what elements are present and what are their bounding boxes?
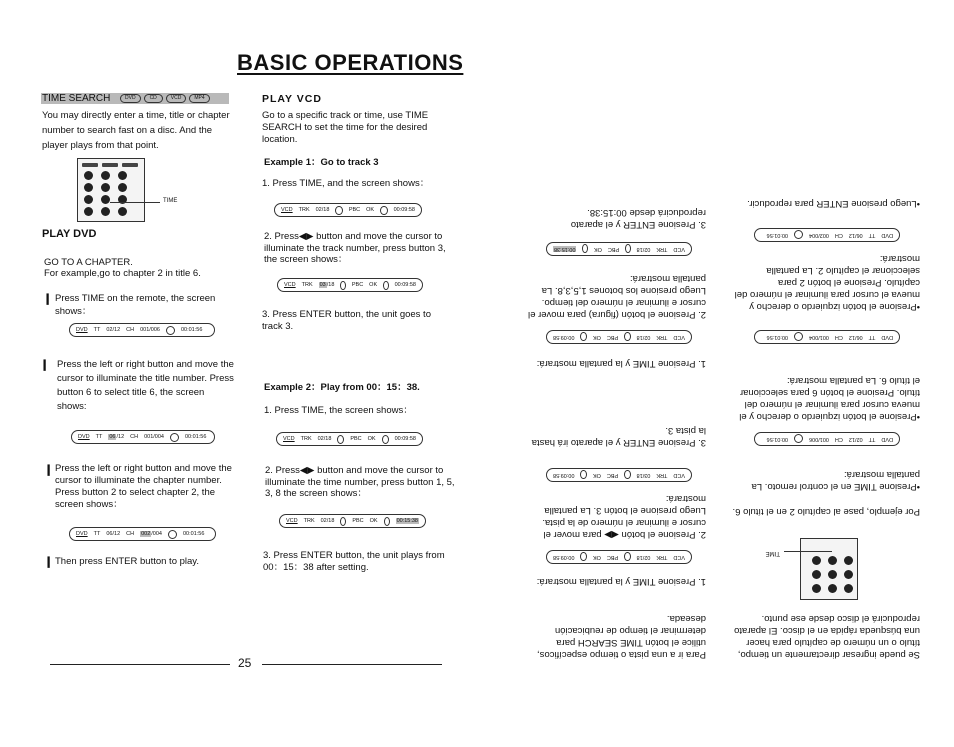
lcd-disc: DVD xyxy=(76,531,88,537)
clock-icon xyxy=(384,517,390,526)
disc-icon xyxy=(340,517,346,526)
disc-icon xyxy=(340,281,345,290)
lcd-chapter-num: 001/006 xyxy=(140,327,160,333)
dvd-step-3: Press the left or right button and move the cursor to illuminate the chapter number. Press button 2 to select chapter 2, the screen shows： xyxy=(55,463,232,510)
es-lcd-c: DVD TT 06/12 CH 002/004 00:01:56 xyxy=(754,228,900,242)
page-number: 25 xyxy=(238,656,252,670)
lcd-title-num: 06/12 xyxy=(106,531,121,537)
lcd-disc: VCD xyxy=(281,207,293,213)
bullet-icon: ❙ xyxy=(43,293,53,305)
remote-pointer-line xyxy=(784,551,832,552)
clock-icon xyxy=(383,281,388,290)
disc-icon xyxy=(337,435,344,444)
disc-badges xyxy=(120,94,210,103)
spanish-page xyxy=(520,180,920,660)
es-lcd-a: DVD TT 02/12 CH 001/006 00:01:56 xyxy=(754,432,900,446)
es-col2-b4: •Luego presione ENTER para reproducir. xyxy=(747,198,920,209)
vcd-lcd-3 xyxy=(276,432,423,446)
dvd-step-4: Then press ENTER button to play. xyxy=(55,556,199,567)
lcd-trk: TRK xyxy=(298,207,310,213)
lcd-chapter-highlight: 002 xyxy=(141,531,151,537)
badge-vcd: VCD xyxy=(166,94,187,103)
es-col2-b1: •Presione TIME en el control remoto. La pantalla mostrará: xyxy=(751,469,920,492)
es-col1-s5: 2. Presione el botón (figura) para mover el cursor e iluminar el número del tiempo. Luego presione los botones 1,5,3,8. La pantalla mostrará: xyxy=(528,273,706,320)
lcd-time: 00:01:56 xyxy=(182,531,205,537)
play-dvd-header: PLAY DVD xyxy=(42,228,97,240)
lcd-chapter-num: 001/004 xyxy=(144,434,164,440)
lcd-track-num: 02/18 xyxy=(317,436,332,442)
lcd-tt: TT xyxy=(93,531,101,537)
es-col2-p2: Por ejemplo, pase al capítulo 2 en el título 6. xyxy=(732,506,920,517)
play-dvd-intro-2: For example,go to chapter 2 in title 6. xyxy=(44,268,201,279)
remote-time-label: TIME xyxy=(765,550,780,556)
lcd-title-highlight: 06 xyxy=(109,434,116,440)
ex1-step-2: 2. Press◀▶ button and move the cursor to illuminate the track number, press button 3, the screen shows： xyxy=(264,231,446,265)
lcd-ok: OK xyxy=(366,207,375,213)
lcd-track-num: 02/18 xyxy=(320,518,335,524)
lcd-ch: CH xyxy=(126,327,135,333)
play-vcd-intro: Go to a specific track or time, use TIME SEARCH to set the time for the desired location. xyxy=(262,110,429,145)
lcd-ch: CH xyxy=(130,434,139,440)
lcd-track-total: /18 xyxy=(326,282,335,288)
time-search-text: You may directly enter a time, title or chapter number to search fast on a disc. And the player plays from that point. xyxy=(42,110,230,151)
es-col2-b2: •Presione el botón izquierdo o derecho y el mueva cursor para iluminar el número del título. Presione el botón 6 para seleccionar el título 6. La pantalla mostrará: xyxy=(739,375,920,422)
lcd-track-num: 02/18 xyxy=(315,207,330,213)
lcd-title-num: 02/12 xyxy=(106,327,121,333)
lcd-ok: OK xyxy=(369,282,378,288)
lcd-pbc: PBC xyxy=(348,207,361,213)
disc-icon xyxy=(335,206,342,215)
es-lcd-f: VCD TRK 02/18 PBC OK 00:09:58 xyxy=(546,330,692,344)
es-col1-p1: Para ir a una pista o tiempo específicos, utilice el botón TIME SEARCH para determinar el tiempo de reubicación deseada. xyxy=(537,613,706,660)
lcd-disc: VCD xyxy=(286,518,298,524)
ex2-step-3: 3. Press ENTER button, the unit plays from 00：15：38 after setting. xyxy=(263,550,445,573)
vcd-lcd-2 xyxy=(277,278,423,292)
play-vcd-header: PLAY VCD xyxy=(262,93,322,105)
lcd-trk: TRK xyxy=(303,518,315,524)
lcd-time: 00:01:56 xyxy=(184,434,207,440)
remote-time-label: TIME xyxy=(163,198,178,204)
dvd-step-2: Press the left or right button and move the cursor to illuminate the title number. Press button 6 to select title 6, the screen shows: xyxy=(57,359,234,412)
es-col1-s1: 1. Presione TIME y la pantalla mostrará: xyxy=(536,576,706,587)
es-lcd-g: VCD TRK 02/18 PBC OK 00:15:38 xyxy=(546,242,692,256)
dvd-lcd-1 xyxy=(69,323,215,337)
es-lcd-d: VCD TRK 02/18 PBC OK 00:09:58 xyxy=(546,550,692,564)
ex2-step-1: 1. Press TIME, the screen shows： xyxy=(264,405,413,416)
page-title: BASIC OPERATIONS xyxy=(237,50,464,75)
es-col1-s6: 3. Presione ENTER y el aparato reproducirá desde 00:15:38. xyxy=(570,207,706,230)
lcd-tt: TT xyxy=(95,434,103,440)
es-col1-s4: 1. Presione TIME y la pantalla mostrará: xyxy=(536,358,706,369)
clock-icon xyxy=(168,530,177,539)
es-col1-s3: 3. Presione ENTER y el aparato irá hasta la pista 3. xyxy=(531,425,706,448)
ex1-step-1: 1. Press TIME, and the screen shows： xyxy=(262,178,430,189)
lcd-disc: DVD xyxy=(76,327,88,333)
lcd-time: 00:01:56 xyxy=(180,327,203,333)
lcd-trk: TRK xyxy=(300,436,312,442)
ex2-step-2: 2. Press◀▶ button and move the cursor to illuminate the time number, press button 1, 5, 3, 8 the screen shows： xyxy=(265,465,455,499)
footer-rule-left xyxy=(50,664,230,665)
ex1-step-3: 3. Press ENTER button, the unit goes to track 3. xyxy=(262,309,431,332)
es-col2-b3: •Presione el botón izquierdo o derecho y mueva el cursor para iluminar el número del capítulo. Presione el botón 2 para seleccionar el capítulo 2. La pantalla mostrará: xyxy=(734,253,920,312)
lcd-disc: VCD xyxy=(284,282,296,288)
lcd-title-total: /12 xyxy=(116,434,125,440)
badge-mp4: MP4 xyxy=(189,94,209,103)
example-2-header: Example 2：Play from 00：15：38. xyxy=(264,382,420,393)
lcd-ok: OK xyxy=(369,518,378,524)
dvd-lcd-3 xyxy=(69,527,216,541)
lcd-chapter-total: /004 xyxy=(151,531,162,537)
clock-icon xyxy=(380,206,387,215)
footer-rule-right xyxy=(262,664,442,665)
lcd-pbc: PBC xyxy=(350,436,362,442)
es-col1-s2: 2. Presione el botón ◀▶ para mover el cursor e iluminar el número de la pista. Luego presione el botón 3. La pantalla mostrará: xyxy=(542,493,706,540)
clock-icon xyxy=(170,433,179,442)
lcd-track-highlight: 03 xyxy=(319,282,326,288)
lcd-disc: VCD xyxy=(283,436,295,442)
lcd-tt: TT xyxy=(93,327,101,333)
lcd-disc: DVD xyxy=(78,434,90,440)
remote-pointer-line xyxy=(110,202,160,203)
dvd-step-1: Press TIME on the remote, the screen shows： xyxy=(55,293,216,317)
dvd-lcd-2 xyxy=(71,430,215,444)
lcd-time: 00:09:58 xyxy=(394,282,416,288)
lcd-ok: OK xyxy=(367,436,376,442)
remote-illustration xyxy=(77,158,145,222)
vcd-lcd-4 xyxy=(279,514,426,528)
bullet-icon: ❙ xyxy=(44,464,54,476)
remote-illustration xyxy=(800,538,858,600)
bullet-icon: ❙ xyxy=(40,359,50,371)
lcd-time-highlight: 00:15:38 xyxy=(396,518,418,524)
clock-icon xyxy=(382,435,389,444)
time-search-header: TIME SEARCH xyxy=(42,93,111,104)
lcd-ch: CH xyxy=(126,531,135,537)
badge-cd: CD xyxy=(144,94,163,103)
example-1-header: Example 1：Go to track 3 xyxy=(264,157,379,168)
es-lcd-b: DVD TT 06/12 CH 001/004 00:01:56 xyxy=(754,330,900,344)
lcd-trk: TRK xyxy=(301,282,313,288)
es-lcd-e: VCD TRK 03/18 PBC OK 00:09:58 xyxy=(546,468,692,482)
es-col2-p1: Se puede ingresar directamente un tiempo, título o un número de capítulo para hacer una búsqueda rápida en el disco. El aparato reproducirá el disco desde ese punto. xyxy=(734,613,920,660)
lcd-time: 00:09:58 xyxy=(394,436,416,442)
vcd-lcd-1 xyxy=(274,203,422,217)
lcd-time: 00:09:58 xyxy=(393,207,415,213)
clock-icon xyxy=(166,326,175,335)
bullet-icon: ❙ xyxy=(44,556,54,568)
play-dvd-intro-1: GO TO A CHAPTER. xyxy=(44,257,133,268)
badge-dvd: DVD xyxy=(120,94,141,103)
lcd-pbc: PBC xyxy=(351,282,364,288)
lcd-pbc: PBC xyxy=(352,518,364,524)
